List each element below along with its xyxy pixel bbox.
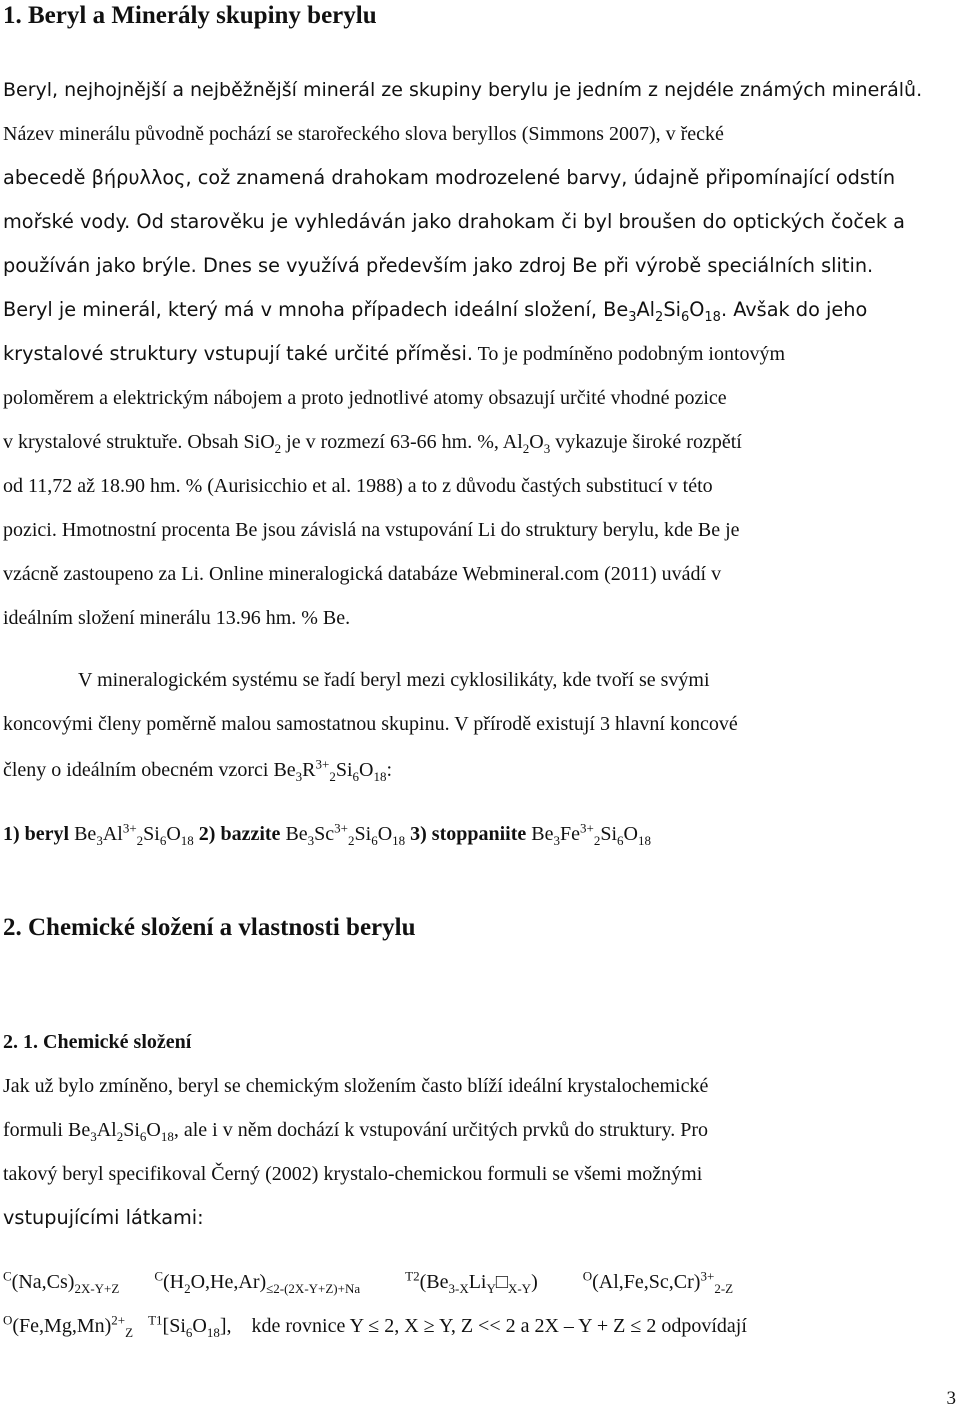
para1-line6: Beryl je minerál, který má v mnoha případech ideální složení, $Be_3Al_2Si_6O_{18}$. Avšak do jeho bbox=[3, 298, 868, 325]
para1-line6-b: . Avšak do jeho bbox=[720, 298, 868, 321]
para1-line2-text: Název minerálu původně pochází se starořeckého slova beryllos (Simmons 2007), v řecké bbox=[3, 123, 724, 145]
para1-line4 bbox=[3, 208, 957, 237]
para1-line1: Beryl, nejhojnější a nejběžnější minerál ze skupiny berylu je jedním z nejdéle známých minerálů. bbox=[3, 79, 923, 101]
section-1-heading: 1. Beryl a Minerály skupiny berylu bbox=[3, 2, 377, 29]
para1-line7 bbox=[3, 340, 957, 368]
para1-line5-a: používán jako brýle. bbox=[3, 254, 197, 277]
para1-line3: abecedě βήρυλλος, což znamená drahokam modrozelené barvy, údajně připomínající odstín bbox=[3, 166, 896, 189]
para1-line7-b: To je podmíněno podobným iontovým bbox=[472, 343, 786, 365]
para2-line3-b: R bbox=[302, 759, 316, 781]
para1-line11 bbox=[3, 516, 957, 544]
para1-line4-b: Od starověku je vyhledáván jako drahokam či byl broušen do optických čoček a bbox=[130, 210, 905, 233]
para1-line4-a: mořské vody. bbox=[3, 210, 131, 233]
para1-line11-text: pozici. Hmotnostní procenta Be jsou závislá na vstupování Li do struktury berylu, kde Be je bbox=[3, 519, 740, 541]
para3-line2: formuli $Be_3Al_2Si_6O_{18}$, ale i v něm dochází k vstupování určitých prvků do struktury. Pro bbox=[3, 1119, 709, 1144]
para3-line2-a: formuli Be bbox=[3, 1119, 91, 1141]
para1-line8 bbox=[3, 384, 957, 412]
endmember-stoppaniite-label: 3) stoppaniite bbox=[410, 823, 527, 845]
para1-line10-text: od 11,72 až 18.90 hm. % (Aurisicchio et al. 1988) a to z důvodu častých substitucí v této bbox=[3, 475, 713, 497]
formula-condition: kde rovnice Y ≤ 2, X ≥ Y, Z << 2 a 2X – Y + Z ≤ 2 odpovídají bbox=[251, 1315, 747, 1337]
page-number: 3 bbox=[946, 1388, 956, 1409]
para1-line9-b: Obsah SiO bbox=[182, 431, 275, 453]
para1-line2 bbox=[3, 120, 957, 148]
formula-line2: $^O(Fe,Mg,Mn)^{2+}_Z$ $^{T1}[Si_6O_{18}]$, kde rovnice Y ≤ 2, X ≥ Y, Z << 2 a 2X – Y + Z ≤ 2 odpovídají bbox=[3, 1312, 747, 1340]
para1-line9-a: v krystalové struktuře. bbox=[3, 431, 183, 453]
endmembers-line: 1) beryl $Be_3Al^{3+}_2Si_6O_{18}$ 2) bazzite $Be_3Sc^{3+}_2Si_6O_{18}$ 3) stoppaniite $Be_3Fe^{3+}_2Si_6O_{18}$ bbox=[3, 820, 651, 848]
section-2-1-heading: 2. 1. Chemické složení bbox=[3, 1031, 192, 1053]
para1-line7-a: krystalové struktury vstupují také určité příměsi. bbox=[3, 342, 473, 365]
para3-line1-text: Jak už bylo zmíněno, beryl se chemickým složením často blíží ideální krystalochemické bbox=[3, 1075, 709, 1097]
para1-line10 bbox=[3, 472, 957, 500]
para1-line9: v krystalové struktuře. Obsah SiO$_2$ je v rozmezí 63-66 hm. %, $Al_2O_3$ vykazuje široké rozpětí bbox=[3, 431, 742, 456]
para1-line12-text: vzácně zastoupeno za Li. Online mineralogická databáze Webmineral.com (2011) uvádí v bbox=[3, 563, 722, 585]
endmember-bazzite-label: 2) bazzite bbox=[198, 823, 281, 845]
section-2-heading: 2. Chemické složení a vlastnosti berylu bbox=[3, 914, 416, 941]
para3-line3 bbox=[3, 1160, 957, 1188]
para3-line3-text: takový beryl specifikoval Černý (2002) krystalo-chemickou formuli se všemi možnými bbox=[3, 1163, 703, 1185]
endmember-beryl-label: 1) beryl bbox=[3, 823, 70, 845]
para2-line1: V mineralogickém systému se řadí beryl mezi cyklosilikáty, kde tvoří se svými bbox=[78, 669, 710, 691]
para3-line1 bbox=[3, 1072, 957, 1100]
para1-line9-c: je v rozmezí 63-66 hm. %, Al bbox=[281, 431, 523, 453]
para1-line5-b: Dnes se využívá především jako zdroj Be při výrobě speciálních slitin. bbox=[196, 254, 874, 277]
para1-line9-d: vykazuje široké rozpětí bbox=[550, 431, 742, 453]
para2-line2: koncovými členy poměrně malou samostatnou skupinu. V přírodě existují 3 hlavní koncové bbox=[3, 713, 738, 735]
para2-line3: členy o ideálním obecném vzorci $Be_3R^{3+}_2Si_6O_{18}$: bbox=[3, 756, 393, 784]
para2-line3-a: členy o ideálním obecném vzorci Be bbox=[3, 759, 296, 781]
para1-line5 bbox=[3, 252, 957, 280]
para1-line6-a: Beryl je minerál, který má v mnoha případech ideální složení, Be bbox=[3, 298, 629, 321]
formula-line1: $^C(Na,Cs)_{2X-Y+Z}$ $^C(H_2O,He,Ar)_{\le 2-(2X-Y+Z)+Na}$ $^{T2}(Be_{3-X}Li_Y□_{X-Y})$ $^O(Al,Fe,Sc,Cr)^{3+}_{2-Z}$ bbox=[3, 1268, 734, 1296]
para3-line4: vstupujícími látkami: bbox=[3, 1206, 204, 1229]
para1-line12 bbox=[3, 560, 957, 588]
para1-line8-text: poloměrem a elektrickým nábojem a proto jednotlivé atomy obsazují určité vhodné pozice bbox=[3, 387, 727, 409]
para3-line2-b: , ale i v něm dochází k vstupování určitých prvků do struktury. Pro bbox=[173, 1119, 709, 1141]
para1-line13: ideálním složení minerálu 13.96 hm. % Be. bbox=[3, 607, 351, 629]
